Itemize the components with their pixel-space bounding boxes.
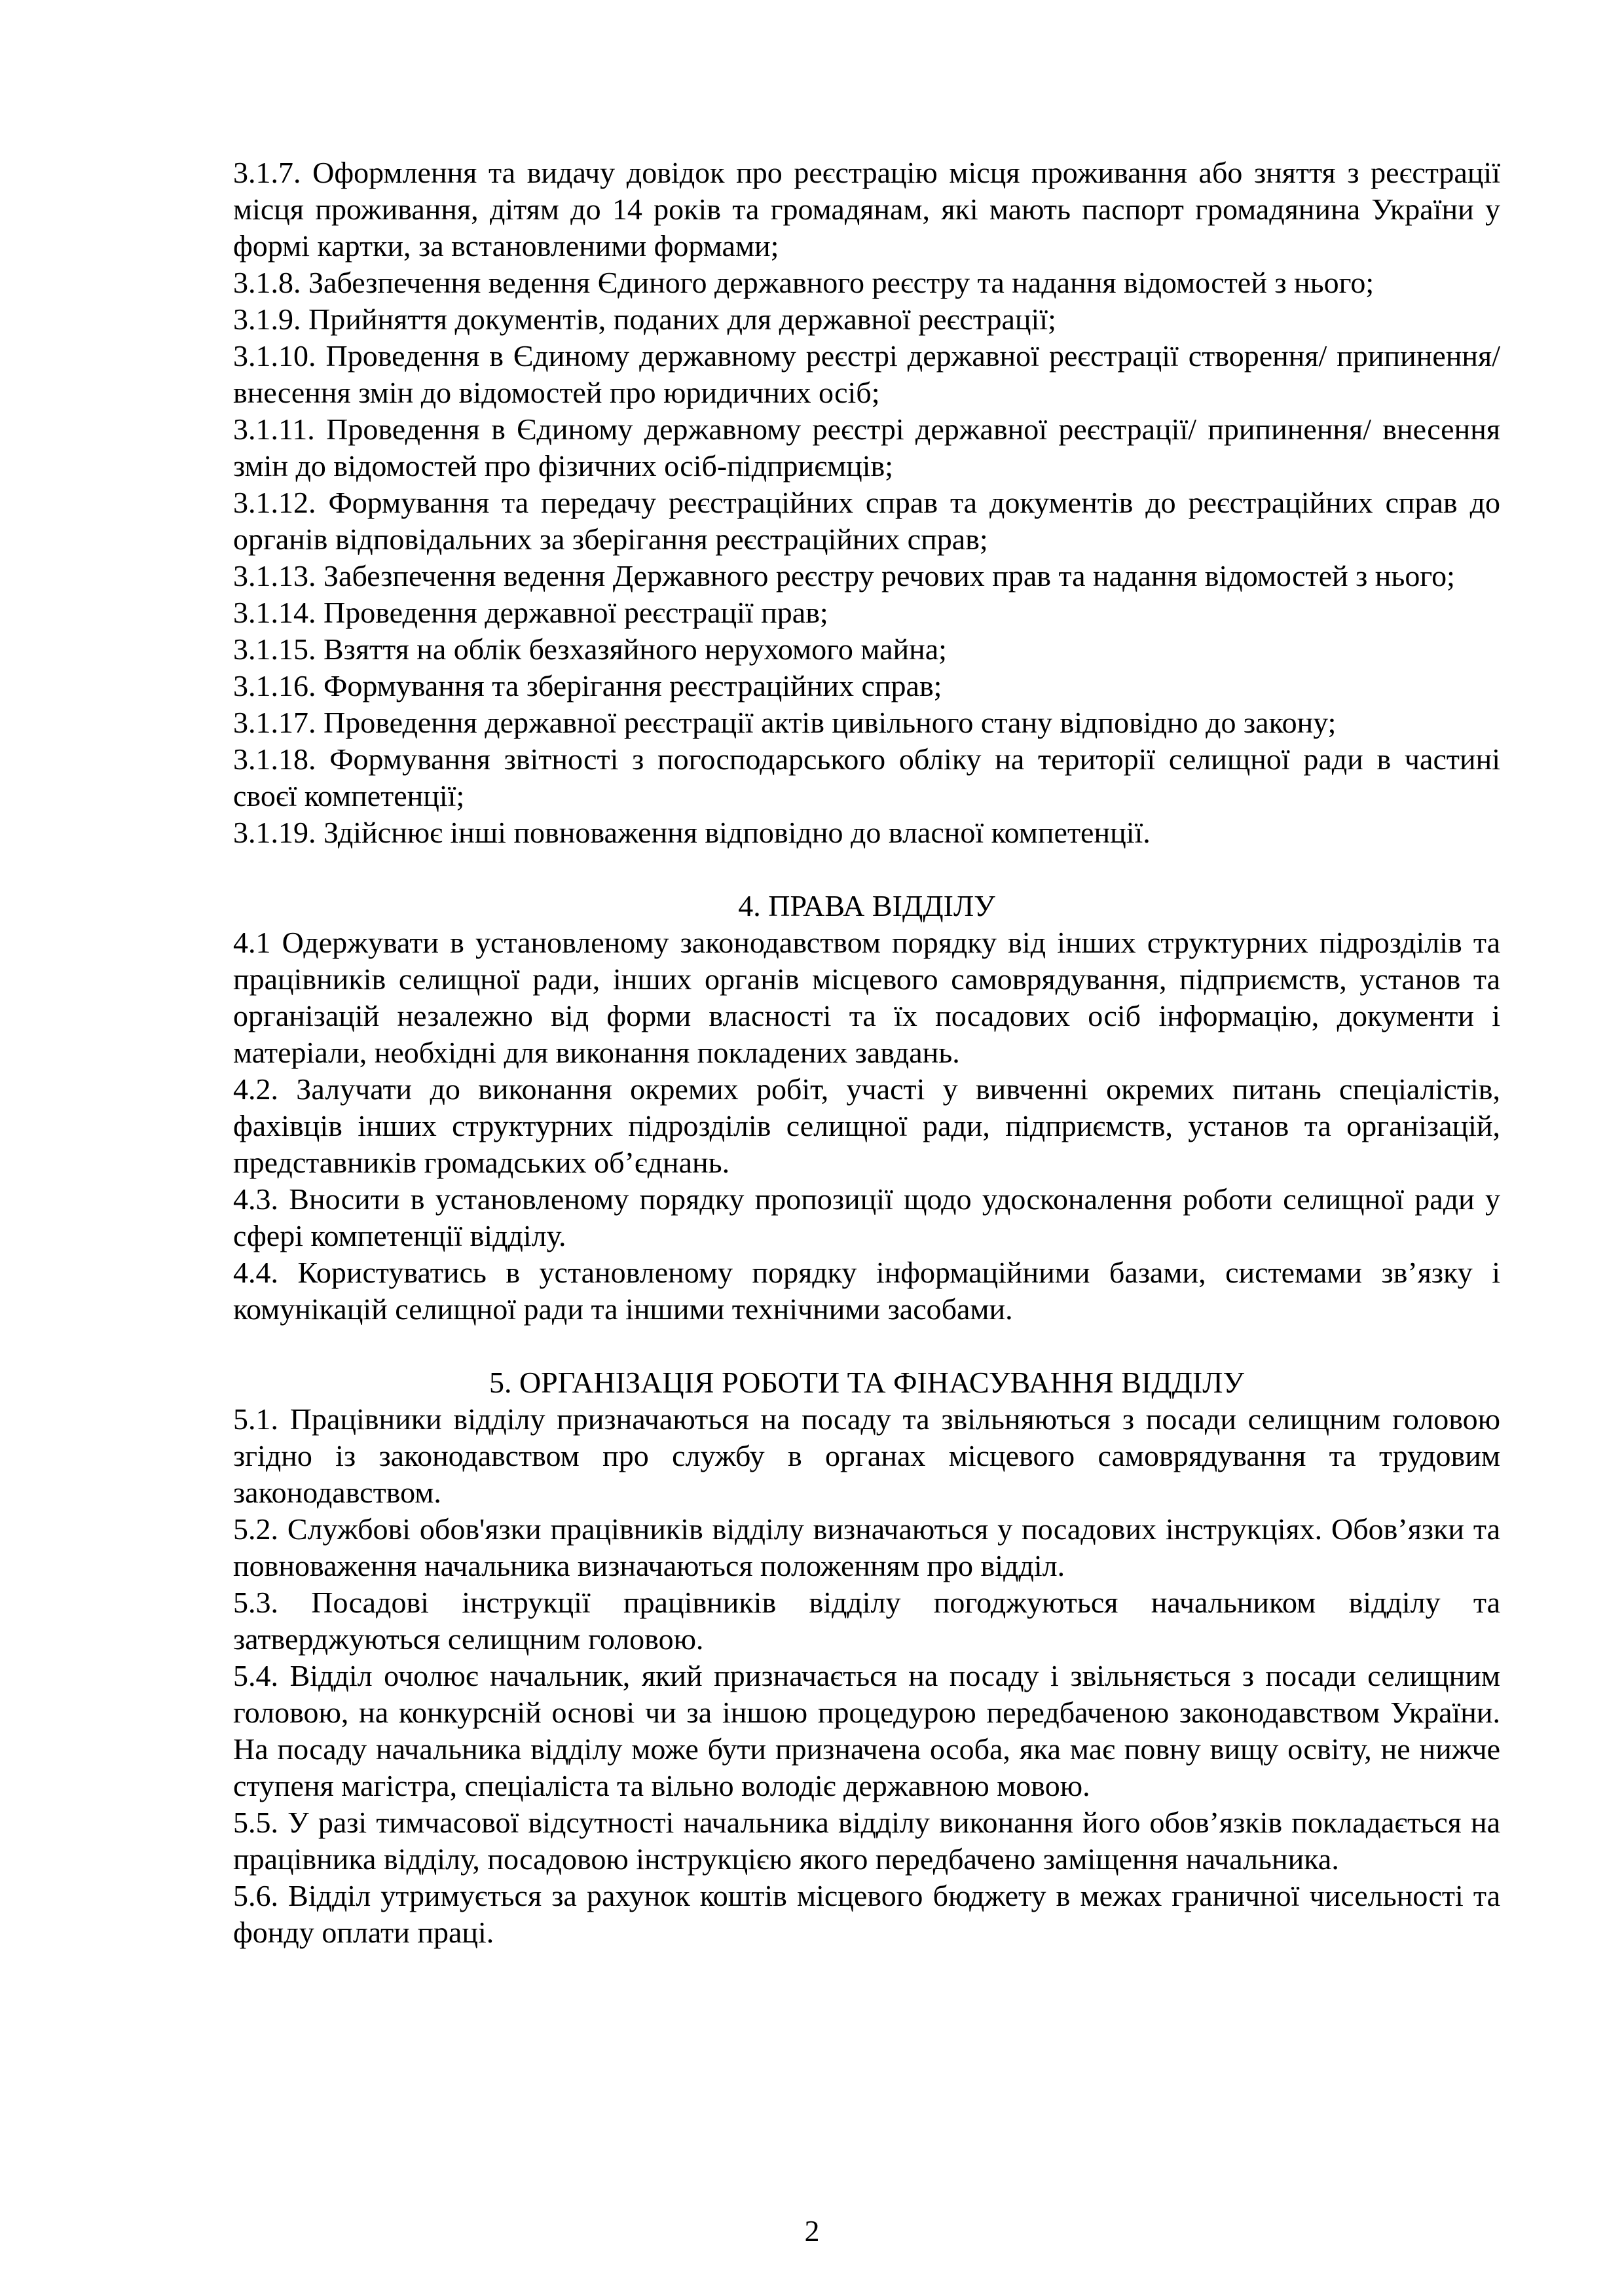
clause-3-1-9: 3.1.9. Прийняття документів, поданих для державної реєстрації; [233,302,1056,336]
clause-5-6: 5.6. Відділ утримується за рахунок коштів місцевого бюджету в межах граничної чисельності та фонду оплати праці. [233,1879,1500,1949]
clause-5-4: 5.4. Відділ очолює начальник, який призначається на посаду і звільняється з посади селищним головою, на конкурсній основі чи за іншою процедурою передбаченою законодавством України. На посаду начальника відділу може бути призначена особа, яка має повну вищу освіту, не нижче ступеня магістра, спеціаліста та вільно володіє державною мовою. [233,1659,1500,1802]
clause-3-1-17: 3.1.17. Проведення державної реєстрації актів цивільного стану відповідно до закону; [233,706,1337,739]
clause-3-1-7: 3.1.7. Оформлення та видачу довідок про реєстрацію місця проживання або зняття з реєстрації місця проживання, дітям до 14 років та громадянам, які мають паспорт громадянина України у формі картки, за встановленими формами; [233,156,1500,263]
clause-4-4: 4.4. Користуватись в установленому порядку інформаційними базами, системами зв’язку і комунікацій селищної ради та іншими технічними засобами. [233,1256,1500,1326]
clause-3-1-8: 3.1.8. Забезпечення ведення Єдиного державного реєстру та надання відомостей з нього; [233,266,1375,299]
clause-3-1-14: 3.1.14. Проведення державної реєстрації прав; [233,596,828,629]
clause-5-1: 5.1. Працівники відділу призначаються на посаду та звільняються з посади селищним головою згідно із законодавством про службу в органах місцевого самоврядування та трудовим законодавством. [233,1402,1500,1509]
clause-3-1-10: 3.1.10. Проведення в Єдиному державному реєстрі державної реєстрації створення/ припинення/ внесення змін до відомостей про юридичних осіб; [233,339,1500,409]
clause-4-3: 4.3. Вносити в установленому порядку пропозиції щодо удосконалення роботи селищної ради у сфері компетенції відділу. [233,1182,1500,1252]
clause-3-1-11: 3.1.11. Проведення в Єдиному державному реєстрі державної реєстрації/ припинення/ внесення змін до відомостей про фізичних осіб-підприємців; [233,412,1500,483]
section-5 [233,1364,1500,1951]
section-4-heading: 4. ПРАВА ВІДДІЛУ [738,889,995,922]
clause-3-1-12: 3.1.12. Формування та передачу реєстраційних справ та документів до реєстраційних справ до органів відповідальних за зберігання реєстраційних справ; [233,486,1500,556]
page-number: 2 [804,2214,820,2248]
clause-3-1-15: 3.1.15. Взяття на облік безхазяйного нерухомого майна; [233,632,947,666]
clause-4-2: 4.2. Залучати до виконання окремих робіт, участі у вивченні окремих питань спеціалістів, фахівців інших структурних підрозділів селищної ради, підприємств, установ та організацій, представників громадських об’єднань. [233,1072,1500,1179]
section-3-continuation [233,155,1500,851]
document-page [233,155,1500,1951]
clause-5-3: 5.3. Посадові інструкції працівників відділу погоджуються начальником відділу та затверджуються селищним головою. [233,1586,1500,1656]
section-5-heading: 5. ОРГАНІЗАЦІЯ РОБОТИ ТА ФІНАСУВАННЯ ВІДДІЛУ [489,1366,1245,1399]
clause-3-1-19: 3.1.19. Здійснює інші повноваження відповідно до власної компетенції. [233,816,1151,849]
clause-5-2: 5.2. Службові обов'язки працівників відділу визначаються у посадових інструкціях. Обов’язки та повноваження начальника визначаються положенням про відділ. [233,1512,1500,1582]
clause-4-1: 4.1 Одержувати в установленому законодавством порядку від інших структурних підрозділів та працівників селищної ради, інших органів місцевого самоврядування, підприємств, установ та організацій незалежно від форми власності та їх посадових осіб інформацію, документи і матеріали, необхідні для виконання покладених завдань. [233,926,1500,1069]
clause-3-1-13: 3.1.13. Забезпечення ведення Державного реєстру речових прав та надання відомостей з нього; [233,559,1455,592]
section-4 [233,888,1500,1328]
clause-5-5: 5.5. У разі тимчасової відсутності начальника відділу виконання його обов’язків покладається на працівника відділу, посадовою інструкцією якого передбачено заміщення начальника. [233,1806,1500,1876]
clause-3-1-18: 3.1.18. Формування звітності з погосподарського обліку на території селищної ради в частині своєї компетенції; [233,742,1500,812]
clause-3-1-16: 3.1.16. Формування та зберігання реєстраційних справ; [233,669,942,702]
